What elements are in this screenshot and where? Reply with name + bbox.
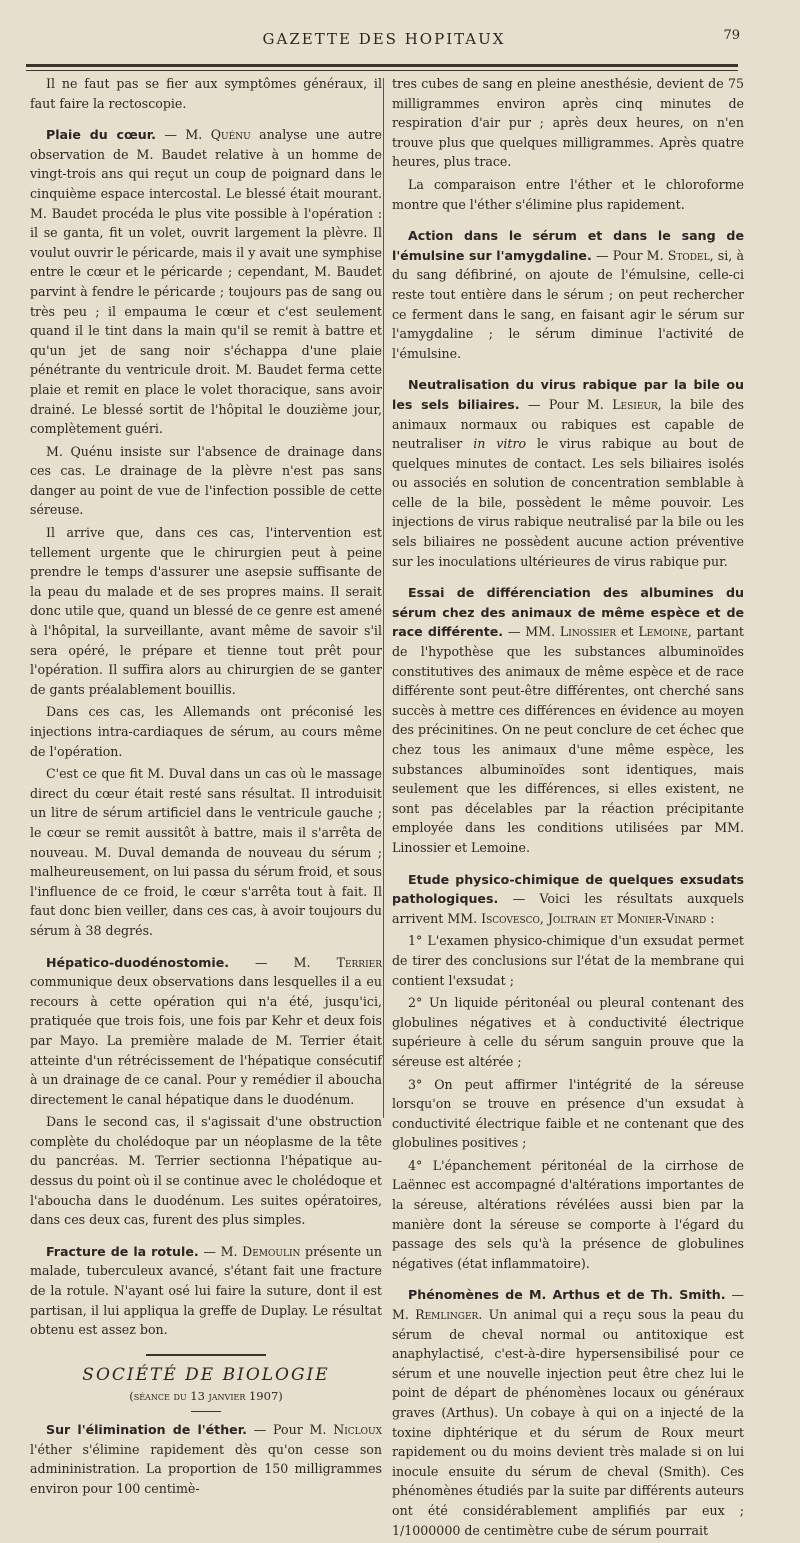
author-name: Nicloux xyxy=(333,1422,382,1437)
author-name: Stodel xyxy=(667,247,710,263)
section-text: , si, à du sang défibriné, on ajoute de l'émulsine, celle-ci reste tout entière dans le sérum ; on peut rechercher ce ferment dans le sang, en faisant agir le sérum sur l'amygdaline ; le sérum diminue l'activité de l'émulsine. xyxy=(392,247,745,361)
paragraph: Dans ces cas, les Allemands ont préconisé les injections intra-cardiaques de sérum, au cours même de l'opération. xyxy=(30,704,382,759)
paragraph: C'est ce que fit M. Duval dans un cas où le massage direct du cœur était resté sans résultat. Il introduisit un litre de sérum artificiel dans le ventricule gauche ; le cœur se remit aussitôt à battre, mais il s'arrêta de nouveau. M. Duval demanda de nouveau du sérum ; malheureusement, on lui passa du sérum froid, et sous l'influence de ce froid, le cœur s'arrêta tout à fait. Il faut donc bien veiller, dans ces cas, à avoir toujours du sérum à 38 degrés. xyxy=(30,766,382,938)
left-column xyxy=(30,74,382,1501)
paragraph: Dans le second cas, il s'agissait d'une obstruction complète du cholédoque par un néoplasme de la tête du pancréas. M. Terrier sectionna l'hépatique au-dessus du point où il se continue avec le cholédoque et l'aboucha dans le duodénum. Les suites opératoires, dans ces deux cas, furent des plus simples. xyxy=(30,1114,382,1228)
section-text: analyse une autre observation de M. Baudet relative à un homme de vingt-trois ans qui reçut un coup de poignard dans le cinquième espace intercostal. Le blessé était mourant. M. Baudet procéda le plus vite possible à l'opération : il se ganta, fit un volet, ouvrit largement la plèvre. Il voulut ouvrir le péricarde, mais il y avait une symphise entre le cœur et le péricarde ; cependant, M. Baudet parvint à fendre le péricarde ; toujours pas de sang ou très peu ; il empauma le cœur et c'est seulement quand il le tint dans la main qu'il se remit à battre et qu'un jet de sang noir s'échappa d'une plaie pénétrante du ventricule droit. M. Baudet ferma cette plaie et remit en place le volet thoracique, sans avoir drainé. Le blessé sortit de l'hôpital le douzième jour, complètement guéri. xyxy=(30,127,382,437)
section-heading: Hépatico-duodénostomie. xyxy=(46,954,230,970)
list-item: 1° L'examen physico-chimique d'un exsudat permet de tirer des conclusions sur l'état de la membrane qui contient l'exsudat ; xyxy=(392,933,744,988)
list-item: 3° On peut affirmer l'intégrité de la séreuse lorsqu'on se trouve en présence d'un exsudat à conductivité électrique faible et ne contenant que des globulines positives ; xyxy=(392,1076,744,1151)
dash: — MM. xyxy=(503,624,560,640)
dash: — Pour M. xyxy=(246,1422,334,1437)
column-divider xyxy=(383,78,384,1118)
page-header xyxy=(28,28,740,50)
author-name: Demoulin xyxy=(242,1243,301,1259)
section-text: présente un malade, tuberculeux avancé, s'étant fait une fracture de la rotule. N'ayant osé lui faire la suture, dont il est partisan, il lui appliqua la greffe de Duplay. Le résultat obtenu est assez bon. xyxy=(30,1243,382,1338)
author-name: Linossier xyxy=(559,624,617,640)
paragraph: Il arrive que, dans ces cas, l'intervention est tellement urgente que le chirurgien peut à peine prendre le temps d'assurer une asepsie suffisante de la peau du malade et de ses propres mains. Il serait donc utile que, quand un blessé de ce genre est amené à l'hôpital, la surveillante, avant même de savoir s'il sera opéré, le prépare et tienne tout prêt pour l'opération. Il suffira alors au chirurgien de se ganter de gants préalablement bouillis. xyxy=(30,525,382,697)
section-ether xyxy=(30,1420,382,1498)
section-heading: Fracture de la rotule. xyxy=(46,1243,199,1259)
list-item: 2° Un liquide péritonéal ou pleural contenant des globulines négatives et à conductivité électrique supérieure à celle du sérum sanguin prouve que la séreuse est altérée ; xyxy=(392,995,744,1069)
section-neutralisation xyxy=(392,375,744,571)
conjunction: et xyxy=(616,624,639,640)
section-heading: Etude physico-chimique de quelques exsudats pathologiques. xyxy=(392,871,744,907)
section-text: : xyxy=(706,910,715,926)
section-phenomenes xyxy=(392,1285,744,1540)
paragraph: tres cubes de sang en pleine anesthésie, devient de 75 milligrammes environ après cinq minutes de respiration d'air pur ; après deux heures, on n'en trouve plus que quelques milligrammes. Après quatre heures, plus trace. xyxy=(392,76,744,170)
author-name: Remlinger xyxy=(415,1307,479,1323)
dash: — M. xyxy=(229,954,337,970)
section-heading: Action dans le sérum et dans le sang de l'émulsine sur l'amygdaline. xyxy=(392,228,744,263)
author-name: Lesieur xyxy=(612,396,658,412)
section-hepatico xyxy=(30,953,382,1110)
section-heading: Phénomènes de M. Arthus et de Th. Smith. xyxy=(408,1287,726,1303)
section-essai xyxy=(392,583,744,857)
section-heading: Neutralisation du virus rabique par la bile ou les sels biliaires. xyxy=(392,377,744,412)
section-text: , la bile des animaux normaux ou rabiques est capable de neutraliser xyxy=(392,396,744,452)
header-rule-thin xyxy=(26,70,738,71)
section-plaie xyxy=(30,125,382,439)
society-title: SOCIÉTÉ DE BIOLOGIE xyxy=(82,1364,330,1385)
author-name: Quénu xyxy=(210,127,251,143)
section-text: , partant de l'hypothèse que les substances albuminoïdes constitutives des animaux de même espèce et de race différente sont peut-être différentes, ont cherché sans succès à mettre ces différences en évidence au moyen des précinitines. On ne peut conclure de cet échec que chez tous les animaux d'une même espèce, les substances albuminoïdes sont identiques, mais seulement que les différences, si elles existent, ne sont pas décelables par la réaction précipitante employée dans les conditions utilisées par MM. Linossier et Lemoine. xyxy=(392,624,744,855)
author-name: Lemoine xyxy=(638,624,688,640)
society-session: (séance du 13 janvier 1907) xyxy=(129,1389,283,1404)
italic-text: in vitro xyxy=(473,436,527,452)
journal-title: GAZETTE DES HOPITAUX xyxy=(262,30,506,48)
short-rule xyxy=(191,1411,221,1412)
section-text: le virus rabique au bout de quelques minutes de contact. Les sels biliaires isolés ou associés en solution de concentration semblable à celle de la bile, possèdent le même pouvoir. Les injections de virus rabique neutralisé par la bile ou les sels biliaires ne possèdent aucune action préventive sur les inoculations ultérieures de virus rabique pur. xyxy=(392,436,744,569)
dash: — Voici les résultats auxquels arrivent MM. xyxy=(392,891,744,926)
paragraph: La comparaison entre l'éther et le chloroforme montre que l'éther s'élimine plus rapidement. xyxy=(392,176,744,212)
right-column xyxy=(392,74,744,1543)
paragraph: Il ne faut pas se fier aux symptômes généraux, il faut faire la rectoscopie. xyxy=(30,76,382,111)
paragraph: M. Quénu insiste sur l'absence de drainage dans ces cas. Le drainage de la plèvre n'est pas sans danger au point de vue de l'infection possible de cette séreuse. xyxy=(30,443,382,518)
dash: — M. xyxy=(155,127,211,143)
section-text: communique deux observations dans lesquelles il a eu recours à cette opération qui n'a été, jusqu'ici, pratiquée que trois fois, une fois par Kehr et deux fois par Mayo. La première malade de M. Terrier était atteinte d'un rétrécissement de l'hépatique consécutif à un drainage de ce canal. Pour y remédier il aboucha directement le canal hépatique dans le duodénum. xyxy=(30,974,382,1107)
section-heading: Sur l'élimination de l'éther. xyxy=(46,1422,247,1437)
dash: — M. xyxy=(392,1287,744,1323)
list-item: 4° L'épanchement péritonéal de la cirrhose de Laënnec est accompagné d'altérations importantes de la séreuse, altérations révélées aussi bien par la manière dont la séreuse se comporte à l'égard du passage des sels qu'à la présence de globulines négatives (état inflammatoire). xyxy=(392,1157,744,1271)
page-number: 79 xyxy=(723,28,740,43)
author-name: Iscovesco, Joltrain et Monier-Vinard xyxy=(481,910,707,926)
section-heading: Essai de différenciation des albumines du sérum chez des animaux de même espèce et de race différente. xyxy=(392,585,744,640)
ornament-rule xyxy=(146,1354,266,1356)
dash: — M. xyxy=(198,1243,243,1259)
section-action xyxy=(392,226,744,363)
dash: — Pour M. xyxy=(591,247,668,263)
section-text: l'éther s'élimine rapidement dès qu'on cesse son admininistration. La proportion de 150 milligrammes environ pour 100 centimè- xyxy=(30,1441,382,1496)
section-text: . Un animal qui a reçu sous la peau du sérum de cheval normal ou antitoxique est anaphylactisé, c'est-à-dire hypersensibilisé pour ce sérum et une nouvelle injection peut être chez lui le point de départ de phénomènes locaux ou généraux graves (Arthus). Un cobaye à qui on a injecté de la toxine diphtérique et du sérum de Roux meurt rapidement ou du moins devient très malade si on lui inocule ensuite du sérum de cheval (Smith). Ces phénomènes étudiés par la suite par différents auteurs ont été considérablement amplifiés par eux ; 1/1000000 de centimètre cube de sérum pourrait xyxy=(392,1307,744,1538)
dash: — Pour M. xyxy=(519,396,613,412)
section-heading: Plaie du cœur. xyxy=(46,127,156,143)
header-rule xyxy=(26,64,738,67)
author-name: Terrier xyxy=(336,954,382,970)
section-fracture xyxy=(30,1242,382,1340)
section-etude xyxy=(392,870,744,929)
